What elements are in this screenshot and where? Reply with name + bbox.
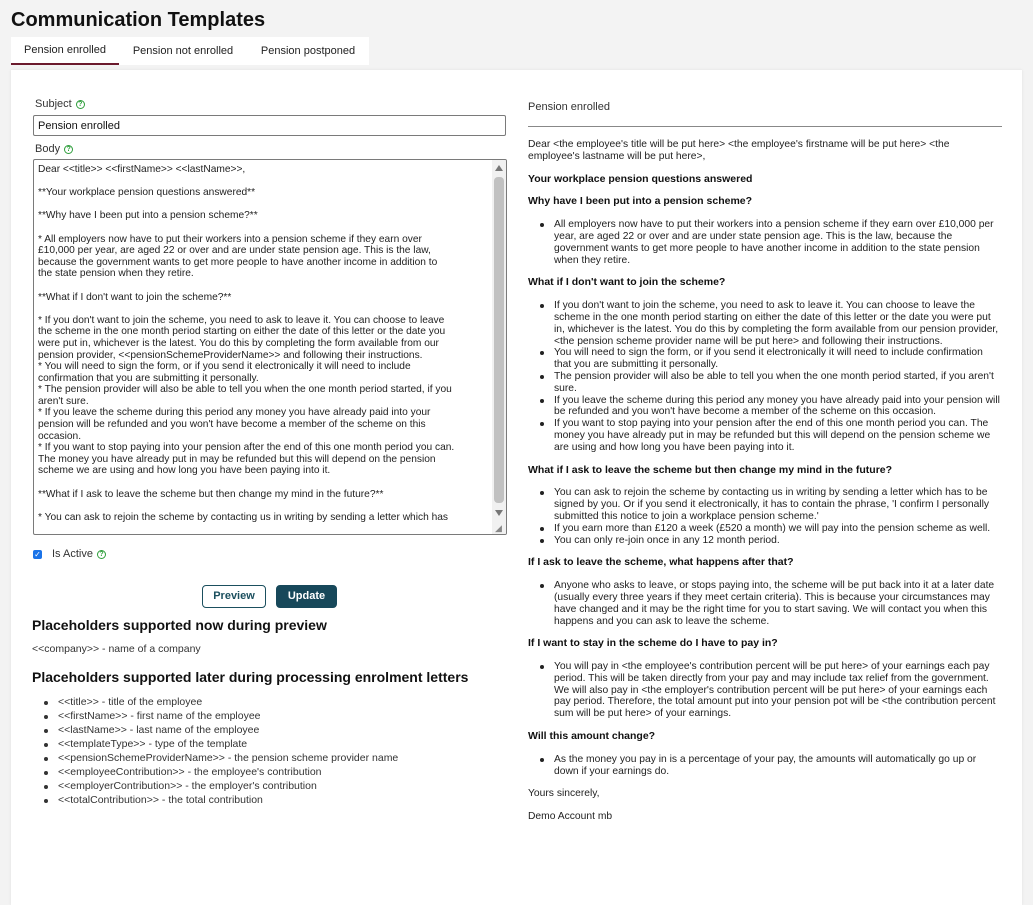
preview-button[interactable]: Preview (202, 585, 266, 608)
body-label: Body ? (35, 143, 73, 155)
list-item: <<firstName>> - first name of the employee (44, 710, 398, 724)
list-item: You can only re-join once in any 12 month period. (528, 535, 1002, 547)
page-title: Communication Templates (11, 9, 266, 31)
list-item: If you want to stop paying into your pension after the end of this one month period you can. The money you have already put in may be refunded but this will depend on the pension scheme we are using and how long you have been paying into it. (528, 418, 1002, 453)
tab-pension-enrolled[interactable]: Pension enrolled (11, 37, 119, 65)
preview-question: Why have I been put into a pension scheme? (528, 195, 753, 208)
list-item: The pension provider will also be able to tell you when the one month period started, if you aren't sure. (528, 371, 1002, 395)
scroll-down-arrow-icon[interactable] (495, 510, 503, 516)
list-item: If you leave the scheme during this period any money you have already paid into your pension will be refunded and you won't have become a member of the scheme on this occasion. (528, 395, 1002, 419)
list-item: Anyone who asks to leave, or stops paying into, the scheme will be put back into it at a later date (usually every three years if they meet certain criteria). This is because your circumstances may have changed and it may be the right time for you to start saving. We will contact you when this happens and you can ask to leave the scheme. (528, 580, 1002, 627)
body-textarea[interactable] (33, 159, 507, 535)
subject-label: Subject ? (35, 98, 85, 110)
preview-greeting: Dear <the employee's title will be put here> <the employee's firstname will be put here> <the employee's lastname will be put here>, (528, 139, 950, 162)
scroll-thumb[interactable] (494, 177, 504, 503)
scroll-up-arrow-icon[interactable] (495, 165, 503, 171)
placeholders-later-heading: Placeholders supported later during processing enrolment letters (32, 669, 469, 685)
divider (528, 126, 1002, 127)
preview-answer-list (528, 661, 1002, 720)
template-editor-card (11, 70, 1022, 905)
body-scrollbar[interactable] (492, 160, 506, 534)
list-item: All employers now have to put their workers into a pension scheme if they earn over £10,000 per year, are aged 22 or over and are under state pension age. This is the law, because the government wants to get more people to have another income in addition to the state pension when they retire. (528, 219, 1002, 266)
list-item: <<pensionSchemeProviderName>> - the pension scheme provider name (44, 752, 398, 766)
template-tabs (11, 37, 369, 65)
letter-preview (528, 139, 1002, 834)
placeholders-later-list (44, 696, 398, 808)
preview-answer-list (528, 300, 1002, 453)
preview-signature: Demo Account mb (528, 811, 613, 823)
preview-question: What if I ask to leave the scheme but then change my mind in the future? (528, 463, 893, 476)
list-item: If you don't want to join the scheme, you need to ask to leave it. You can choose to leave the scheme in the one month period starting on either the date of this letter or the date you were put in, whichever is the latest. You do this by completing the form available from our pension provider, <the pension scheme provider name will be put here> and following their instructions. (528, 300, 1002, 347)
resize-grip-icon[interactable]: ◢ (495, 523, 502, 533)
preview-signoff: Yours sincerely, (528, 788, 600, 800)
list-item: <<lastName>> - last name of the employee (44, 724, 398, 738)
body-text[interactable]: Dear <<title>> <<firstName>> <<lastName>>, **Your workplace pension questions answered** **Why have I been put into a pension scheme?** * All employers now have to put their workers into a pension scheme if they earn over £10,000 per year, are aged 22 or over and are under state pension age. This is the law, because the government wants to get more people to have another income in addition to the state pension when they retire. **What if I don't want to join the scheme?** * If you don't want to join the scheme, you need to ask to leave it. You can choose to leave the scheme in the one month period starting on either the date of this letter or the date you were put in, whichever is the latest. You do this by completing the form available from our pension provider, <<pensionSchemeProviderName>> and following their instructions. * You will need to sign the form, or if you send it electronically it will need to include confirmation that you are submitting it personally. * The pension provider will also be able to tell you when the one month period started, if you aren't sure. * If you leave the scheme during this period any money you have already paid into your pension will be refunded and you won't have become a member of the scheme on this occasion. * If you want to stop paying into your pension after the end of this one month period you can. The money you have already put in may be refunded but this will depend on the pension scheme we are using and how long you have been paying into it. **What if I ask to leave the scheme but then change my mind in the future?** * You can ask to rejoin the scheme by contacting us in writing by sending a letter which has (38, 164, 455, 523)
list-item: <<employeeContribution>> - the employee's contribution (44, 766, 398, 780)
subject-input[interactable] (33, 115, 506, 136)
list-item: If you earn more than £120 a week (£520 a month) we will pay into the pension scheme as well. (528, 523, 1002, 535)
help-icon[interactable]: ? (97, 550, 106, 559)
preview-answer-list (528, 580, 1002, 627)
list-item: <<templateType>> - type of the template (44, 738, 398, 752)
update-button[interactable]: Update (276, 585, 337, 608)
tab-pension-postponed[interactable]: Pension postponed (260, 45, 356, 57)
list-item: You will need to sign the form, or if you send it electronically it will need to include confirmation that you are submitting it personally. (528, 347, 1002, 371)
placeholders-now-heading: Placeholders supported now during preview (32, 617, 327, 633)
preview-answer-list (528, 754, 1002, 778)
list-item: <<totalContribution>> - the total contribution (44, 794, 398, 808)
preview-question: If I ask to leave the scheme, what happens after that? (528, 556, 794, 569)
list-item: You can ask to rejoin the scheme by contacting us in writing by sending a letter which has to be signed by you. Or if you send it electronically, it has to contain the phrase, 'I confirm I personally submitted this notice to join a workplace pension scheme.' (528, 487, 1002, 522)
list-item: You will pay in <the employee's contribution percent will be put here> of your earnings each pay period. This will be taken directly from your pay and may include tax relief from the government. We will also pay in <the employer's contribution percent will be put here> of your earnings each pay period. Therefore, the total amount put into your pension pot will be <the contribution percent sum will be put here> of your earnings. (528, 661, 1002, 720)
is-active-checkbox[interactable]: ✓ (34, 550, 41, 559)
preview-question: What if I don't want to join the scheme? (528, 276, 726, 289)
help-icon[interactable]: ? (76, 100, 85, 109)
placeholder-company: <<company>> - name of a company (32, 643, 201, 655)
list-item: <<title>> - title of the employee (44, 696, 398, 710)
preview-question: If I want to stay in the scheme do I have to pay in? (528, 637, 778, 650)
preview-question: Will this amount change? (528, 730, 656, 743)
is-active-label: Is Active ? (52, 548, 106, 560)
help-icon[interactable]: ? (64, 145, 73, 154)
preview-answer-list (528, 219, 1002, 266)
preview-answer-list (528, 487, 1002, 546)
list-item: <<employerContribution>> - the employer's contribution (44, 780, 398, 794)
preview-heading: Your workplace pension questions answered (528, 172, 753, 185)
list-item: As the money you pay in is a percentage of your pay, the amounts will automatically go up or down if your earnings do. (528, 754, 1002, 778)
tab-pension-not-enrolled[interactable]: Pension not enrolled (132, 45, 234, 57)
preview-subject: Pension enrolled (528, 101, 610, 113)
